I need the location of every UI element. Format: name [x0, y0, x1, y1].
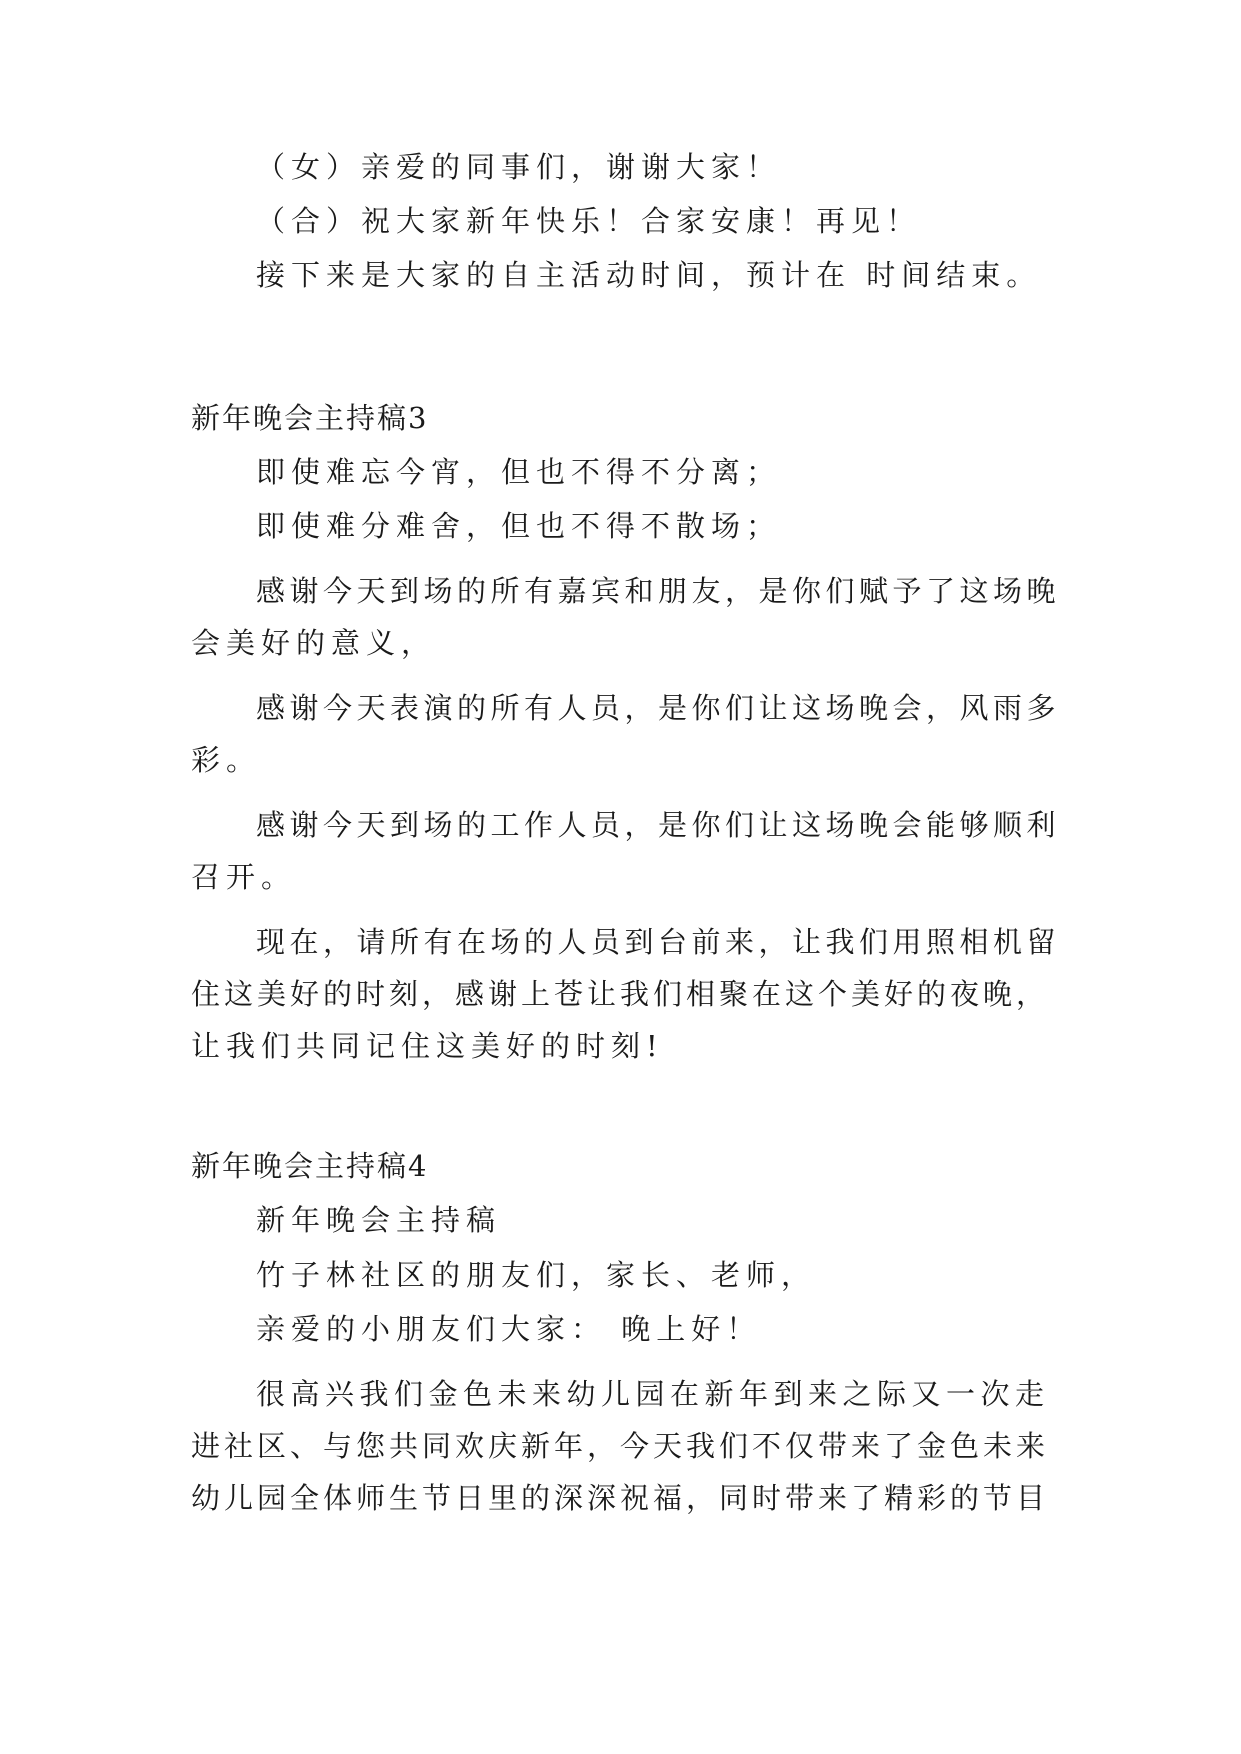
paragraph-line: 进社区、与您共同欢庆新年，今天我们不仅带来了金色未来 — [191, 1429, 1050, 1463]
paragraph-line: 感谢今天到场的所有嘉宾和朋友，是你们赋予了这场晚 — [256, 574, 1061, 608]
paragraph-line: 感谢今天表演的所有人员，是你们让这场晚会，风雨多 — [256, 691, 1061, 725]
section-heading: 新年晚会主持稿4 — [191, 1149, 429, 1183]
paragraph-line: 让我们共同记住这美好的时刻! — [191, 1029, 664, 1063]
paragraph-line: 感谢今天到场的工作人员，是你们让这场晚会能够顺利 — [256, 808, 1061, 842]
paragraph-line: 会美好的意义， — [191, 626, 437, 660]
paragraph-line: 竹子林社区的朋友们，家长、老师， — [256, 1258, 817, 1292]
paragraph-line: 即使难分难舍，但也不得不散场； — [256, 509, 782, 543]
paragraph-line: （合）祝大家新年快乐！合家安康！再见！ — [256, 204, 922, 238]
paragraph-line: 住这美好的时刻，感谢上苍让我们相聚在这个美好的夜晚， — [191, 977, 1050, 1011]
paragraph-line: 即使难忘今宵，但也不得不分离； — [256, 455, 782, 489]
paragraph-line: 现在，请所有在场的人员到台前来，让我们用照相机留 — [256, 925, 1061, 959]
paragraph-line: 新年晚会主持稿 — [256, 1203, 502, 1237]
paragraph-line: 召开。 — [191, 860, 297, 894]
paragraph-line: 幼儿园全体师生节日里的深深祝福，同时带来了精彩的节目 — [191, 1481, 1050, 1515]
paragraph-line: 彩。 — [191, 743, 262, 777]
section-heading: 新年晚会主持稿3 — [191, 401, 429, 435]
paragraph-line: （女）亲爱的同事们，谢谢大家！ — [256, 150, 782, 184]
paragraph-line: 亲爱的小朋友们大家： 晚上好！ — [256, 1312, 762, 1346]
paragraph-line: 接下来是大家的自主活动时间，预计在 时间结束。 — [256, 258, 1042, 292]
paragraph-line: 很高兴我们金色未来幼儿园在新年到来之际又一次走 — [256, 1377, 1050, 1411]
